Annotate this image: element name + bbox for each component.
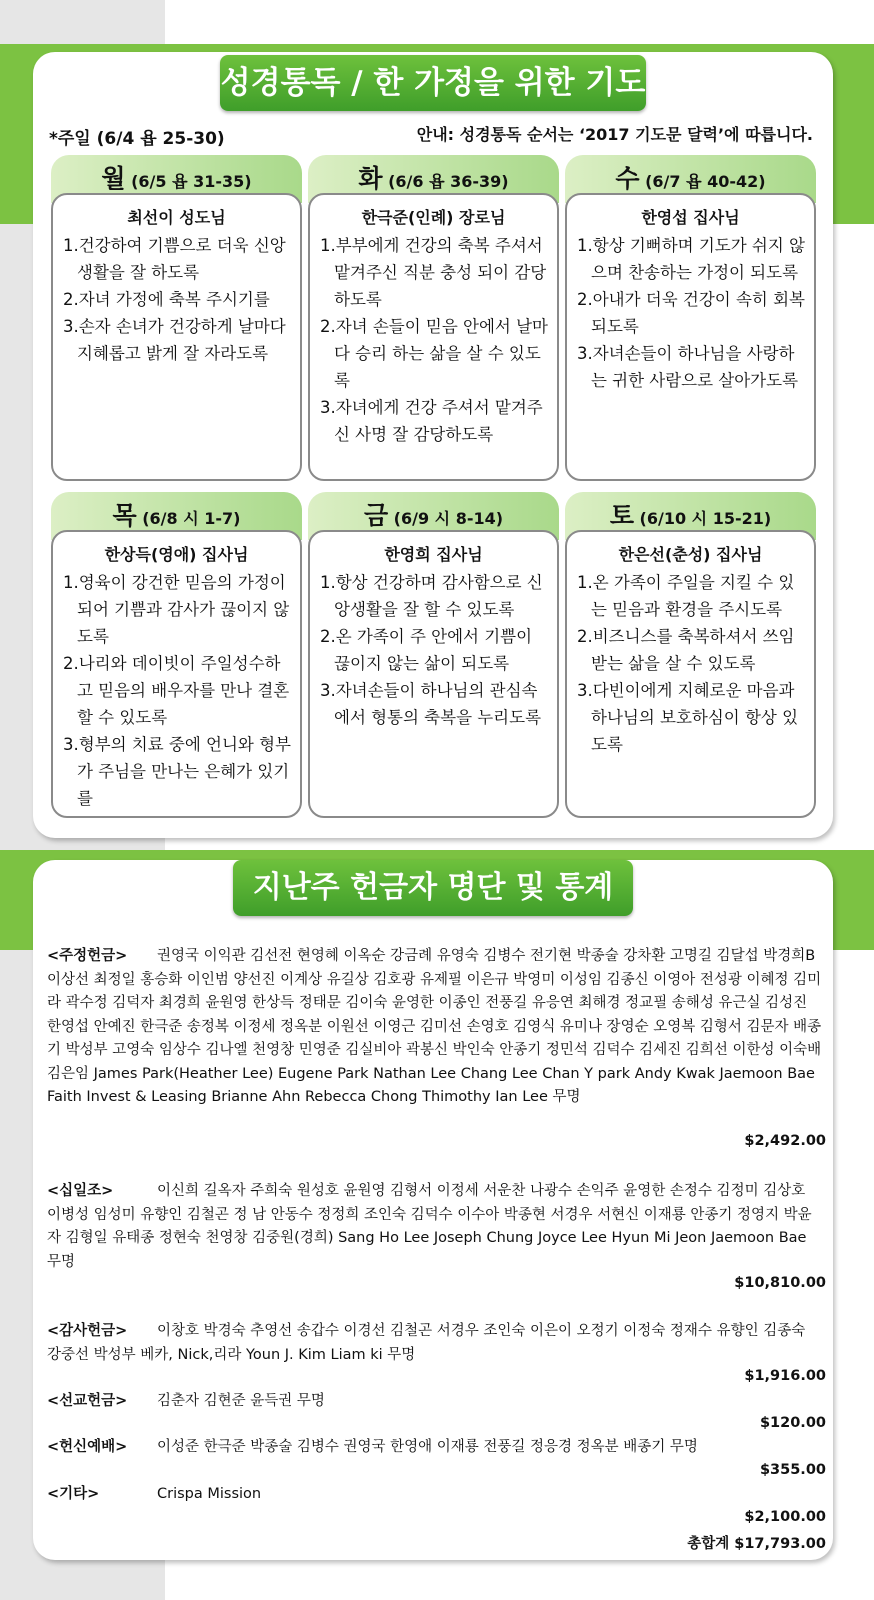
person-name: 한영희 집사님 bbox=[384, 545, 483, 564]
group-amount: $10,810.00 bbox=[734, 1275, 826, 1291]
prayer-item: 2.자녀 가정에 축복 주시기를 bbox=[63, 290, 270, 309]
reading-notice: 안내: 성경통독 순서는 ‘2017 기도문 달력’에 따릅니다. bbox=[416, 125, 813, 144]
day-header: 화 (6/6 욥 36-39) bbox=[308, 155, 559, 203]
day-header: 월 (6/5 욥 31-35) bbox=[51, 155, 302, 203]
prayer-item: 1.항상 건강하며 감사함으로 신앙생활을 잘 할 수 있도록 bbox=[320, 573, 543, 619]
prayer-item: 3.형부의 치료 중에 언니와 형부가 주님을 만나는 은혜가 있기를 bbox=[63, 735, 291, 808]
prayer-panel bbox=[33, 52, 833, 838]
day-body bbox=[565, 193, 816, 481]
offering-title bbox=[233, 860, 633, 916]
day-card-sat bbox=[565, 492, 816, 754]
group-names: 이신희 길옥자 주희숙 원성호 윤원영 김형서 이정세 서운찬 나광수 손익주 윤영한 손정수 김정미 김상호 이병성 임성미 유향인 김철곤 정 남 안동수 정정희 조인숙 김덕수 이수아 박종현 서경우 서현신 이재룡 안종기 정영지 박윤자 김형일 유태종 정현숙 천영창 김중원(경희) Sang Ho Lee Joseph Chung Joyce Lee Hyun Mi Jeon Jaemoon Bae 무명 bbox=[47, 1183, 812, 1270]
prayer-item: 3.자녀에게 건강 주셔서 맡겨주신 사명 잘 감당하도록 bbox=[320, 398, 543, 444]
group-names: 권영국 이익관 김선전 현영혜 이옥순 강금례 유영숙 김병수 전기현 박종술 강차환 고명길 김달섭 박경희B 이상선 최정일 홍승화 이인범 양선진 이계상 유길상 김호광 유제필 이은규 박영미 이성임 김종신 이영아 전성광 이혜정 김미라 곽수정 김덕자 최경희 윤원영 한상득 정태문 김이숙 윤영한 이종인 전풍길 유응연 최해경 정교필 송해성 유근실 김성진 한영섭 안예진 한극준 송정복 이정세 정옥분 이원선 이영근 김미선 손영호 김영식 유미나 장영순 오영복 김형서 김문자 배종기 박성부 고영숙 임상수 김나엘 천영창 민영준 김실비아 곽봉신 박인숙 안종기 정민석 김덕수 김세진 김희선 이한성 이숙배 김은임 James Park(Heather Lee) Eugene Park Nathan Lee Chang Lee Chan Y park Andy Kwak Jaemoon Bae Faith Invest & Leasing Brianne Ahn Rebecca Chong Thimothy Ian Lee 무명 bbox=[47, 948, 822, 1105]
day-body bbox=[308, 530, 559, 818]
person-name: 한극준(인례) 장로님 bbox=[361, 208, 506, 227]
sunday-reading: *주일 (6/4 욥 25-30) bbox=[49, 129, 225, 149]
person-name: 한은선(춘성) 집사님 bbox=[618, 545, 763, 564]
prayer-item: 1.건강하여 기쁨으로 더욱 신앙생활을 잘 하도록 bbox=[63, 236, 286, 282]
day-card-wed bbox=[565, 155, 816, 390]
day-card-mon bbox=[51, 155, 302, 363]
day-body bbox=[51, 193, 302, 481]
total-amount: 총합계 $17,793.00 bbox=[687, 1536, 826, 1552]
person-name: 한상득(영애) 집사님 bbox=[104, 545, 249, 564]
group-label: <감사헌금> bbox=[47, 1323, 128, 1339]
group-names: 김춘자 김현준 윤득권 무명 bbox=[157, 1393, 325, 1409]
prayer-item: 2.비즈니스를 축복하셔서 쓰임 받는 삶을 살 수 있도록 bbox=[577, 627, 795, 673]
day-card-thu bbox=[51, 492, 302, 808]
prayer-item: 1.온 가족이 주일을 지킬 수 있는 믿음과 환경을 주시도록 bbox=[577, 573, 795, 619]
group-names: Crispa Mission bbox=[157, 1486, 262, 1502]
group-label: <선교헌금> bbox=[47, 1393, 128, 1409]
offering-title-text: 지난주 헌금자 명단 및 통계 bbox=[252, 870, 614, 905]
day-body bbox=[51, 530, 302, 818]
day-card-tue bbox=[308, 155, 559, 444]
group-amount: $2,100.00 bbox=[744, 1509, 826, 1525]
person-name: 최선이 성도님 bbox=[127, 208, 226, 227]
offering-group-other bbox=[47, 1483, 823, 1507]
prayer-item: 2.나리와 데이빗이 주일성수하고 믿음의 배우자를 만나 결혼할 수 있도록 bbox=[63, 654, 290, 727]
offering-group-tithe bbox=[47, 1180, 823, 1274]
prayer-item: 2.온 가족이 주 안에서 기쁨이 끊이지 않는 삶이 되도록 bbox=[320, 627, 533, 673]
prayer-item: 1.항상 기뻐하며 기도가 쉬지 않으며 찬송하는 가정이 되도록 bbox=[577, 236, 805, 282]
day-body bbox=[565, 530, 816, 818]
group-label: <십일조> bbox=[47, 1183, 114, 1199]
group-label: <헌신예배> bbox=[47, 1439, 128, 1455]
group-amount: $120.00 bbox=[759, 1415, 826, 1431]
group-label: <기타> bbox=[47, 1486, 100, 1502]
day-header: 목 (6/8 시 1-7) bbox=[51, 492, 302, 540]
prayer-item: 1.부부에게 건강의 축복 주셔서 맡겨주신 직분 충성 되이 감당하도록 bbox=[320, 236, 547, 309]
offering-group-dedication bbox=[47, 1436, 823, 1460]
day-header: 수 (6/7 욥 40-42) bbox=[565, 155, 816, 203]
group-names: 이창호 박경숙 추영선 송갑수 이경선 김철곤 서경우 조인숙 이은이 오정기 이정숙 정재수 유향인 김종숙 강중선 박성부 베카, Nick,리라 Youn J. Kim Liam ki 무명 bbox=[47, 1323, 806, 1363]
group-names: 이성준 한극준 박종술 김병수 권영국 한영애 이재룡 전풍길 정응경 정옥분 배종기 무명 bbox=[157, 1439, 698, 1455]
day-body bbox=[308, 193, 559, 481]
prayer-title-text: 성경통독 / 한 가정을 위한 기도 bbox=[220, 65, 646, 101]
prayer-item: 3.자녀손들이 하나님의 관심속에서 형통의 축복을 누리도록 bbox=[320, 681, 542, 727]
person-name: 한영섭 집사님 bbox=[641, 208, 740, 227]
prayer-item: 2.자녀 손들이 믿음 안에서 날마다 승리 하는 삶을 살 수 있도록 bbox=[320, 317, 548, 390]
group-amount: $2,492.00 bbox=[744, 1133, 826, 1149]
group-amount: $355.00 bbox=[759, 1462, 826, 1478]
day-card-fri bbox=[308, 492, 559, 727]
prayer-item: 3.손자 손녀가 건강하게 날마다 지혜롭고 밝게 잘 자라도록 bbox=[63, 317, 286, 363]
prayer-item: 1.영육이 강건한 믿음의 가정이 되어 기쁨과 감사가 끊이지 않도록 bbox=[63, 573, 290, 646]
offering-group-sunday bbox=[47, 945, 823, 1110]
group-label: <주정헌금> bbox=[47, 948, 128, 964]
day-header: 금 (6/9 시 8-14) bbox=[308, 492, 559, 540]
offering-group-thanks bbox=[47, 1320, 823, 1367]
prayer-item: 3.다빈이에게 지혜로운 마음과 하나님의 보호하심이 항상 있도록 bbox=[577, 681, 799, 754]
offering-group-mission bbox=[47, 1390, 823, 1414]
group-amount: $1,916.00 bbox=[744, 1368, 826, 1384]
prayer-item: 2.아내가 더욱 건강이 속히 회복되도록 bbox=[577, 290, 805, 336]
prayer-title bbox=[220, 55, 646, 111]
day-header: 토 (6/10 시 15-21) bbox=[565, 492, 816, 540]
prayer-item: 3.자녀손들이 하나님을 사랑하는 귀한 사람으로 살아가도록 bbox=[577, 344, 799, 390]
